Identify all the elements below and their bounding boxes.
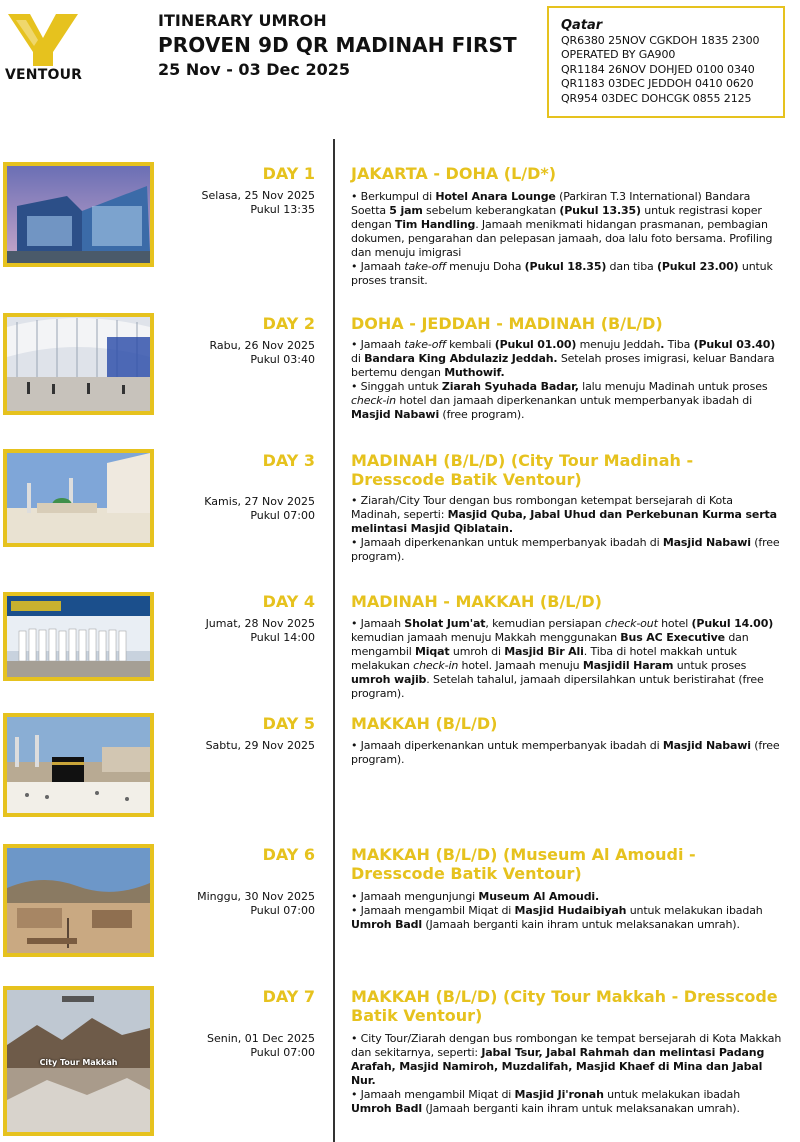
flight-line: QR1184 26NOV DOHJED 0100 0340 [561, 62, 755, 76]
day-date: Senin, 01 Dec 2025 Pukul 07:00 [206, 1032, 315, 1059]
jeddah-airport-photo [3, 313, 154, 415]
package-title: PROVEN 9D QR MADINAH FIRST [158, 33, 517, 57]
day-description [351, 739, 783, 767]
day-label: DAY 2 [262, 314, 315, 333]
timeline-divider [333, 139, 335, 1142]
day-date: Selasa, 25 Nov 2025 Pukul 13:35 [201, 189, 315, 216]
day-title: MAKKAH (B/L/D) (Museum Al Amoudi - Dresscode Batik Ventour) [351, 845, 696, 883]
description-paragraph: • Berkumpul di Hotel Anara Lounge (Parkiran T.3 International) Bandara Soetta 5 jam sebelum keberangkatan (Pukul 13.35) untuk registrasi koper dengan Tim Handling. Jamaah menikmati hidangan prasmanan, pembagian dokumen, pengarahan dan pelepasan jamaah, doa lalu foto bersama. Profiling dan menuju imigrasi [351, 190, 773, 259]
itinerary-label: ITINERARY UMROH [158, 11, 327, 30]
museum-al-amoudi-photo [3, 844, 154, 957]
day-description [351, 494, 783, 564]
day-date: Minggu, 30 Nov 2025 Pukul 07:00 [197, 890, 315, 917]
description-paragraph: • City Tour/Ziarah dengan bus rombongan ke tempat bersejarah di Kota Makkah dan sekitarnya, seperti: Jabal Tsur, Jabal Rahmah dan melintasi Padang Arafah, Masjid Namiroh, Muzdalifah, Masjid Khaef di Mina dan Jabal Nur. [351, 1032, 782, 1087]
day-description [351, 338, 783, 422]
flight-info-box [547, 6, 785, 118]
day-description [351, 890, 783, 932]
day-title: DOHA - JEDDAH - MADINAH (B/L/D) [351, 314, 663, 333]
flight-line: QR1183 03DEC JEDDOH 0410 0620 [561, 77, 754, 91]
airline-name: Qatar [561, 18, 603, 33]
flight-line: OPERATED BY GA900 [561, 48, 676, 62]
description-paragraph: • Jamaah diperkenankan untuk memperbanyak ibadah di Masjid Nabawi (free program). [351, 536, 780, 563]
itinerary-title-block [158, 10, 548, 82]
description-paragraph: • Jamaah mengambil Miqat di Masjid Ji'ronah untuk melakukan ibadah Umroh Badl (Jamaah berganti kain ihram untuk melaksanakan umrah). [351, 1088, 741, 1115]
masjid-nabawi-photo [3, 449, 154, 547]
day-title: MAKKAH (B/L/D) [351, 714, 498, 733]
hotel-anara-lounge-photo [3, 162, 154, 267]
day-title: JAKARTA - DOHA (L/D*) [351, 164, 557, 183]
day-date: Jumat, 28 Nov 2025 Pukul 14:00 [205, 617, 315, 644]
description-paragraph: • Singgah untuk Ziarah Syuhada Badar, lalu menuju Madinah untuk proses check-in hotel dan jamaah diperkenankan untuk memperbanyak ibadah di Masjid Nabawi (free program). [351, 380, 768, 421]
day-date: Kamis, 27 Nov 2025 Pukul 07:00 [204, 495, 315, 522]
day-label: DAY 3 [262, 451, 315, 470]
description-paragraph: • Jamaah Sholat Jum'at, kemudian persiapan check-out hotel (Pukul 14.00) kemudian jamaah menuju Makkah menggunakan Bus AC Executive dan mengambil Miqat umroh di Masjid Bir Ali. Tiba di hotel makkah untuk melakukan check-in hotel. Jamaah menuju Masjidil Haram untuk proses umroh wajib. Setelah tahalul, jamaah dipersilahkan untuk beristirahat (free program). [351, 617, 774, 700]
description-paragraph: • Jamaah mengunjungi Museum Al Amoudi. [351, 890, 600, 903]
day-description [351, 1032, 783, 1116]
day-description [351, 617, 783, 701]
logo-wordmark: VENTOUR [5, 67, 83, 83]
day-label: DAY 6 [262, 845, 315, 864]
day-title: MADINAH - MAKKAH (B/L/D) [351, 592, 602, 611]
kaaba-photo [3, 713, 154, 817]
flight-line: QR954 03DEC DOHCGK 0855 2125 [561, 91, 752, 105]
description-paragraph: • Jamaah take-off menuju Doha (Pukul 18.35) dan tiba (Pukul 23.00) untuk proses transit. [351, 260, 773, 287]
day-label: DAY 7 [262, 987, 315, 1006]
description-paragraph: • Jamaah take-off kembali (Pukul 01.00) menuju Jeddah. Tiba (Pukul 03.40) di Bandara King Abdulaziz Jeddah. Setelah proses imigrasi, keluar Bandara bertemu dengan Muthowif. [351, 338, 776, 379]
group-bus-photo [3, 592, 154, 681]
ventour-logo [5, 14, 85, 86]
day-date: Rabu, 26 Nov 2025 Pukul 03:40 [209, 339, 315, 366]
day-label: DAY 4 [262, 592, 315, 611]
description-paragraph: • Ziarah/City Tour dengan bus rombongan ketempat bersejarah di Kota Madinah, seperti: Masjid Quba, Jabal Uhud dan Perkebunan Kurma serta melintasi Masjid Qiblatain. [351, 494, 777, 535]
flight-line: QR6380 25NOV CGKDOH 1835 2300 [561, 34, 760, 47]
description-paragraph: • Jamaah mengambil Miqat di Masjid Hudaibiyah untuk melakukan ibadah Umroh Badl (Jamaah berganti kain ihram untuk melaksanakan umrah). [351, 904, 763, 931]
date-range: 25 Nov - 03 Dec 2025 [158, 60, 350, 79]
day-label: DAY 5 [262, 714, 315, 733]
city-tour-makkah-photo [3, 986, 154, 1136]
day-title: MADINAH (B/L/D) (City Tour Madinah - Dresscode Batik Ventour) [351, 451, 694, 489]
day-date: Sabtu, 29 Nov 2025 [205, 739, 315, 752]
day-label: DAY 1 [262, 164, 315, 183]
day-description [351, 190, 783, 288]
photo-caption: City Tour Makkah [39, 1058, 118, 1067]
ventour-v-logo-icon [8, 14, 78, 66]
day-title: MAKKAH (B/L/D) (City Tour Makkah - Dresscode Batik Ventour) [351, 987, 778, 1025]
description-paragraph: • Jamaah diperkenankan untuk memperbanyak ibadah di Masjid Nabawi (free program). [351, 739, 780, 766]
